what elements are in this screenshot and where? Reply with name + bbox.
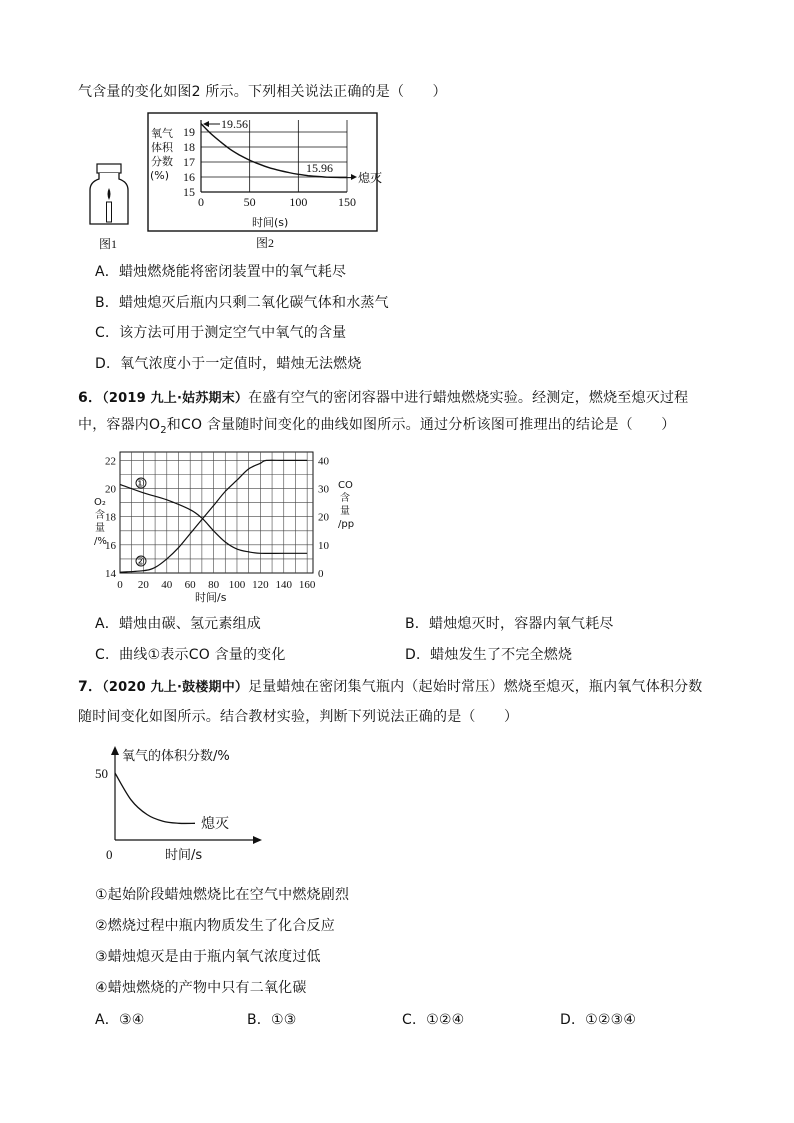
chart6-x-tick: 0 — [117, 579, 123, 591]
q6-line2-a: 中，容器内O — [78, 417, 161, 433]
q7-statement-3: ③蜡烛熄灭是由于瓶内氧气浓度过低 — [95, 949, 321, 965]
figure2-caption: 图2 — [256, 236, 275, 250]
chart6-x-tick: 80 — [208, 579, 220, 591]
chart6-x-tick: 40 — [161, 579, 173, 591]
q7-line1-text: 足量蜡烛在密闭集气瓶内（起始时常压）燃烧至熄灭，瓶内氧气体积分数 — [248, 679, 703, 695]
q7-option-c: C．①②④ — [402, 1012, 465, 1028]
q7-statement-2: ②燃烧过程中瓶内物质发生了化合反应 — [95, 918, 335, 934]
chart6-left-tick: 18 — [105, 511, 116, 524]
chart6-right-tick: 0 — [318, 568, 324, 580]
q6-line1-text: 在盛有空气的密闭容器中进行蜡烛燃烧实验。经测定，燃烧至熄灭过程 — [248, 390, 689, 406]
chart2-x-tick: 150 — [338, 195, 356, 209]
chart7-xlabel: 时间/s — [165, 848, 203, 863]
chart2-xlabel: 时间(s) — [252, 216, 289, 229]
chart6-right-label-2: 含 — [340, 493, 350, 504]
q6-option-b: B．蜡烛熄灭时，容器内氧气耗尽 — [405, 616, 614, 632]
chart6-left-tick: 22 — [105, 455, 116, 468]
q6-line2-b: 和CO 含量随时间变化的曲线如图所示。通过分析该图可推理出的结论是（ ） — [166, 417, 676, 433]
chart2-end-note: 熄灭 — [358, 171, 383, 185]
chart6-right-tick: 40 — [318, 455, 329, 468]
chart6-x-tick: 60 — [184, 579, 196, 591]
chart2-y-tick: 16 — [183, 170, 195, 184]
q7-statement-4: ④蜡烛燃烧的产物中只有二氧化碳 — [95, 980, 307, 996]
chart6-xlabel: 时间/s — [195, 591, 227, 604]
q5-option-c: C．该方法可用于测定空气中氧气的含量 — [95, 325, 347, 341]
chart2-start-label: 19.56 — [221, 117, 248, 131]
q7-statement-1: ①起始阶段蜡烛燃烧比在空气中燃烧剧烈 — [95, 887, 350, 903]
chart6-right-label-1: CO — [338, 480, 353, 491]
q7-option-b: B．①③ — [247, 1012, 297, 1028]
chart6-left-label-4: /% — [94, 536, 107, 547]
chart7-oxygen-curve — [115, 773, 195, 823]
chart2-ylabel-3: 分数 — [151, 155, 173, 168]
chart6-left-label-3: 量 — [95, 523, 105, 534]
chart6-curve1-label: ① — [135, 477, 145, 490]
chart7-start-value: 50 — [95, 766, 108, 781]
chart6-left-tick: 14 — [105, 568, 116, 580]
q6-number: 6． — [78, 390, 103, 406]
chart6-right-tick: 10 — [318, 539, 329, 552]
chart2-x-tick: 50 — [243, 195, 256, 209]
chart2-y-tick: 15 — [183, 185, 195, 199]
figure1-caption: 图1 — [99, 237, 118, 251]
chart6-right-tick: 20 — [318, 511, 329, 524]
chart6-left-label-1: O₂ — [94, 497, 106, 508]
arrow-right-icon — [253, 836, 262, 844]
q7-number: 7． — [78, 679, 103, 695]
chart6-x-tick: 160 — [298, 579, 316, 591]
q6-option-d: D．蜡烛发生了不完全燃烧 — [405, 647, 573, 663]
q5-option-d: D．氧气浓度小于一定值时，蜡烛无法燃烧 — [95, 356, 362, 372]
q6-option-a: A．蜡烛由碳、氢元素组成 — [95, 616, 261, 632]
chart2-x-tick: 100 — [289, 195, 308, 209]
chart2-ylabel-1: 氧气 — [151, 127, 173, 140]
chart6-left-tick: 16 — [105, 539, 116, 552]
q5-option-b: B．蜡烛熄灭后瓶内只剩二氧化碳气体和水蒸气 — [95, 295, 389, 311]
q7-option-d: D．①②③④ — [560, 1012, 637, 1028]
chart2-y-tick: 18 — [183, 140, 195, 154]
q7-option-a: A．③④ — [95, 1012, 145, 1028]
chart2-x-tick: 0 — [198, 195, 204, 209]
chart2-end-label: 15.96 — [306, 161, 333, 175]
chart6-left-tick: 20 — [105, 483, 116, 496]
chart7-ylabel: 氧气的体积分数/% — [122, 749, 230, 764]
q7-source: （2020 九上·鼓楼期中） — [102, 680, 249, 695]
q7-line2: 随时间变化如图所示。结合教材实验，判断下列说法正确的是（ ） — [78, 709, 519, 725]
chart2-y-tick: 17 — [183, 155, 195, 169]
q6-option-c: C．曲线①表示CO 含量的变化 — [95, 647, 286, 663]
chart7-end-note: 熄灭 — [201, 816, 229, 832]
chart2-ylabel-4: (%) — [150, 169, 170, 182]
q5-lead: 气含量的变化如图2 所示。下列相关说法正确的是（ ） — [78, 84, 447, 100]
chart2-y-tick: 19 — [183, 125, 195, 139]
q6-line2-sub: 2 — [160, 424, 167, 436]
arrow-up-icon — [111, 746, 119, 755]
q5-option-a: A．蜡烛燃烧能将密闭装置中的氧气耗尽 — [95, 264, 347, 280]
chart6-right-label-3: 量 — [340, 506, 350, 517]
chart6-left-label-2: 含 — [95, 510, 105, 521]
chart6-right-tick: 30 — [318, 483, 329, 496]
q6-source: （2019 九上·姑苏期末） — [102, 391, 249, 406]
chart2-ylabel-2: 体积 — [151, 141, 173, 154]
chart6-x-tick: 140 — [275, 579, 293, 591]
chart6-curve2-label: ② — [135, 555, 145, 568]
chart6-x-tick: 120 — [252, 579, 269, 591]
chart7-origin: 0 — [106, 847, 113, 862]
chart6-x-tick: 100 — [228, 579, 246, 591]
chart6-right-label-4: /pp — [338, 519, 355, 530]
chart6-x-tick: 20 — [137, 579, 149, 591]
